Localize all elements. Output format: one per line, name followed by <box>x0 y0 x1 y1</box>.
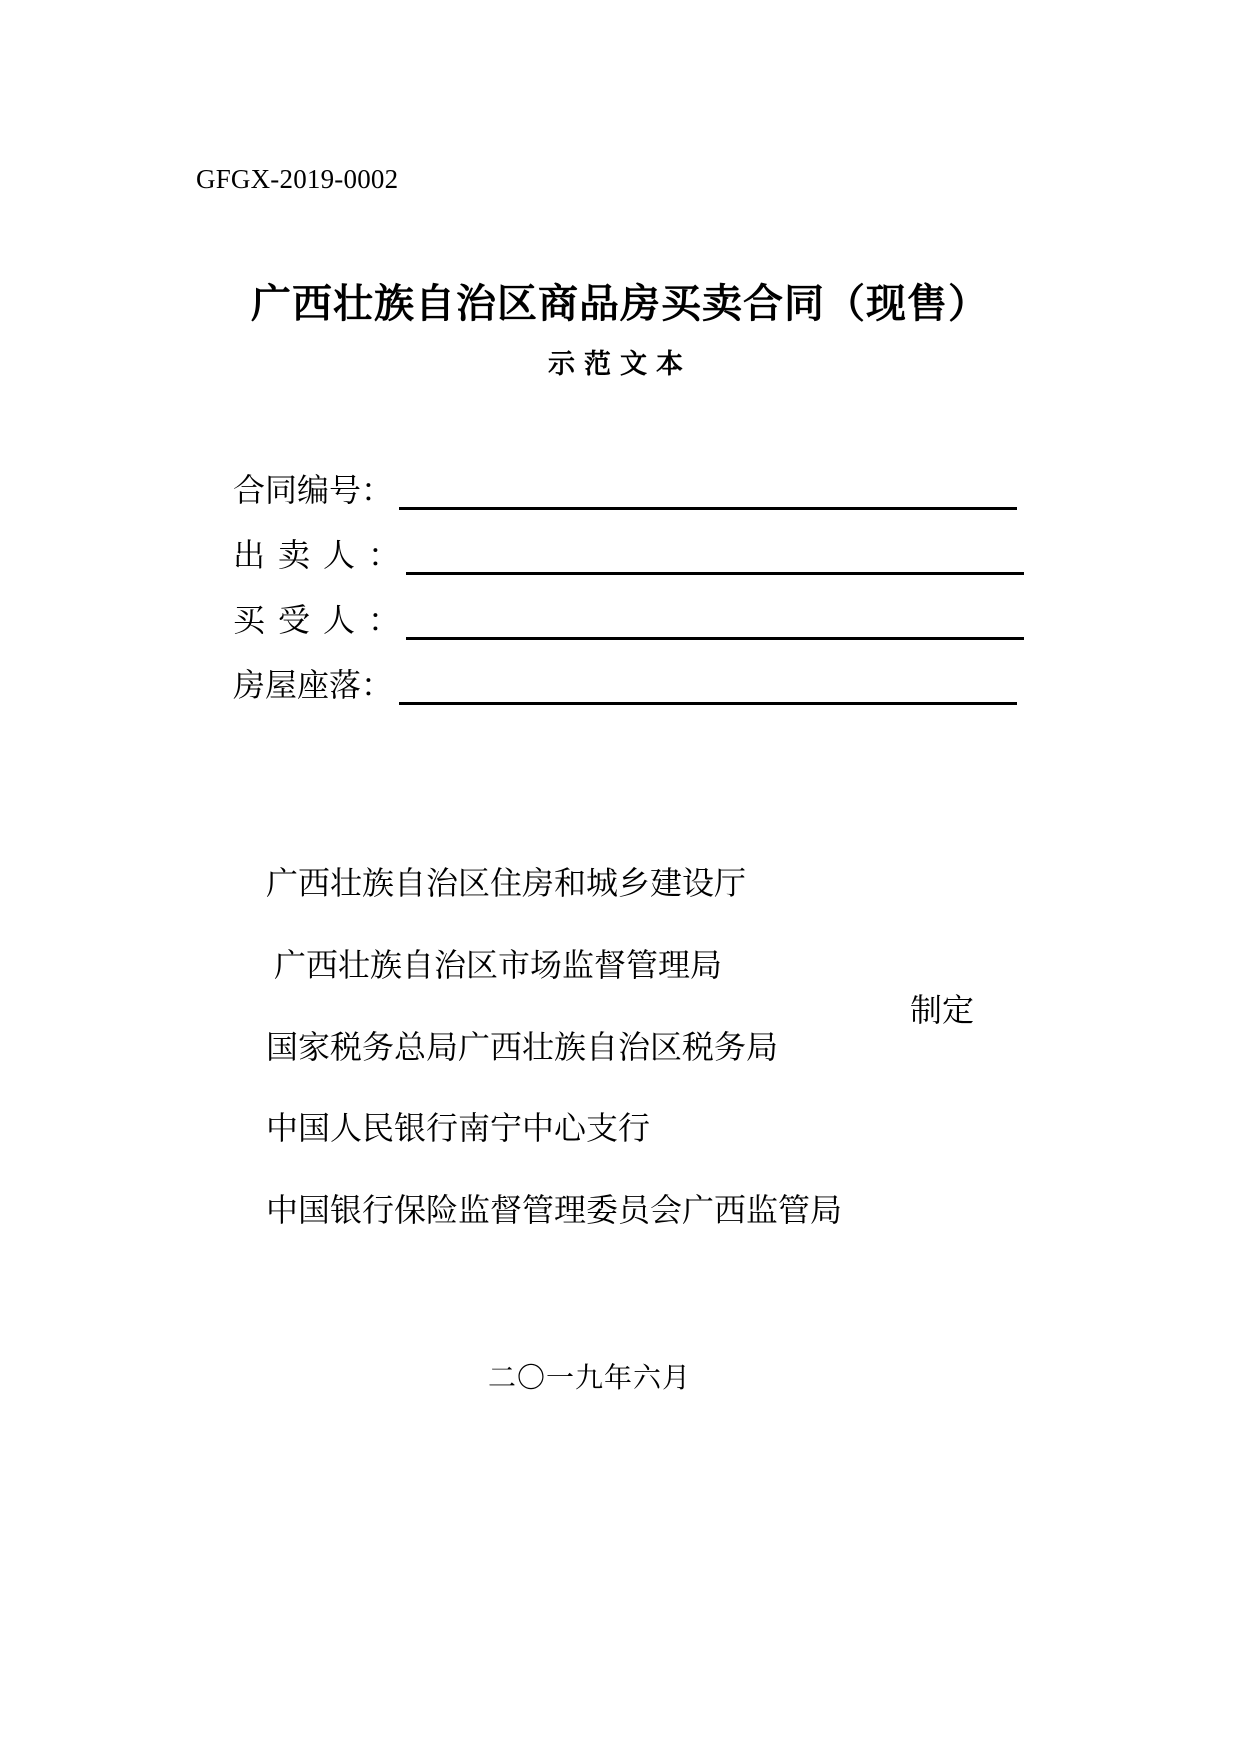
issuer-item: 广西壮族自治区市场监督管理局 <box>274 946 723 984</box>
contract-number-line[interactable] <box>399 471 1017 510</box>
issuer-item: 广西壮族自治区住房和城乡建设厅 <box>266 864 747 902</box>
contract-number-field <box>233 470 1017 510</box>
seller-field <box>233 535 1024 575</box>
document-title: 广西壮族自治区商品房买卖合同（现售） <box>251 280 989 327</box>
issued-by-label: 制定 <box>910 991 975 1029</box>
seller-label: 出卖人 <box>233 536 369 574</box>
document-subtitle: 示范文本 <box>548 349 692 380</box>
contract-number-label: 合同编号 <box>233 471 362 509</box>
buyer-line[interactable] <box>406 601 1024 640</box>
issue-date: 二〇一九年六月 <box>488 1361 692 1394</box>
issuer-item: 中国银行保险监督管理委员会广西监管局 <box>266 1191 843 1229</box>
buyer-colon: ： <box>368 601 401 639</box>
property-location-label: 房屋座落 <box>233 666 362 704</box>
contract-number-colon: ： <box>361 471 394 509</box>
property-location-line[interactable] <box>399 666 1017 705</box>
buyer-label: 买受人 <box>233 601 369 639</box>
issuer-item: 中国人民银行南宁中心支行 <box>266 1109 651 1147</box>
document-code: GFGX-2019-0002 <box>196 164 399 194</box>
property-location-field <box>233 665 1017 705</box>
issuer-item: 国家税务总局广西壮族自治区税务局 <box>266 1028 779 1066</box>
property-location-colon: ： <box>361 666 394 704</box>
seller-colon: ： <box>368 536 401 574</box>
buyer-field <box>233 600 1024 640</box>
seller-line[interactable] <box>406 536 1024 575</box>
